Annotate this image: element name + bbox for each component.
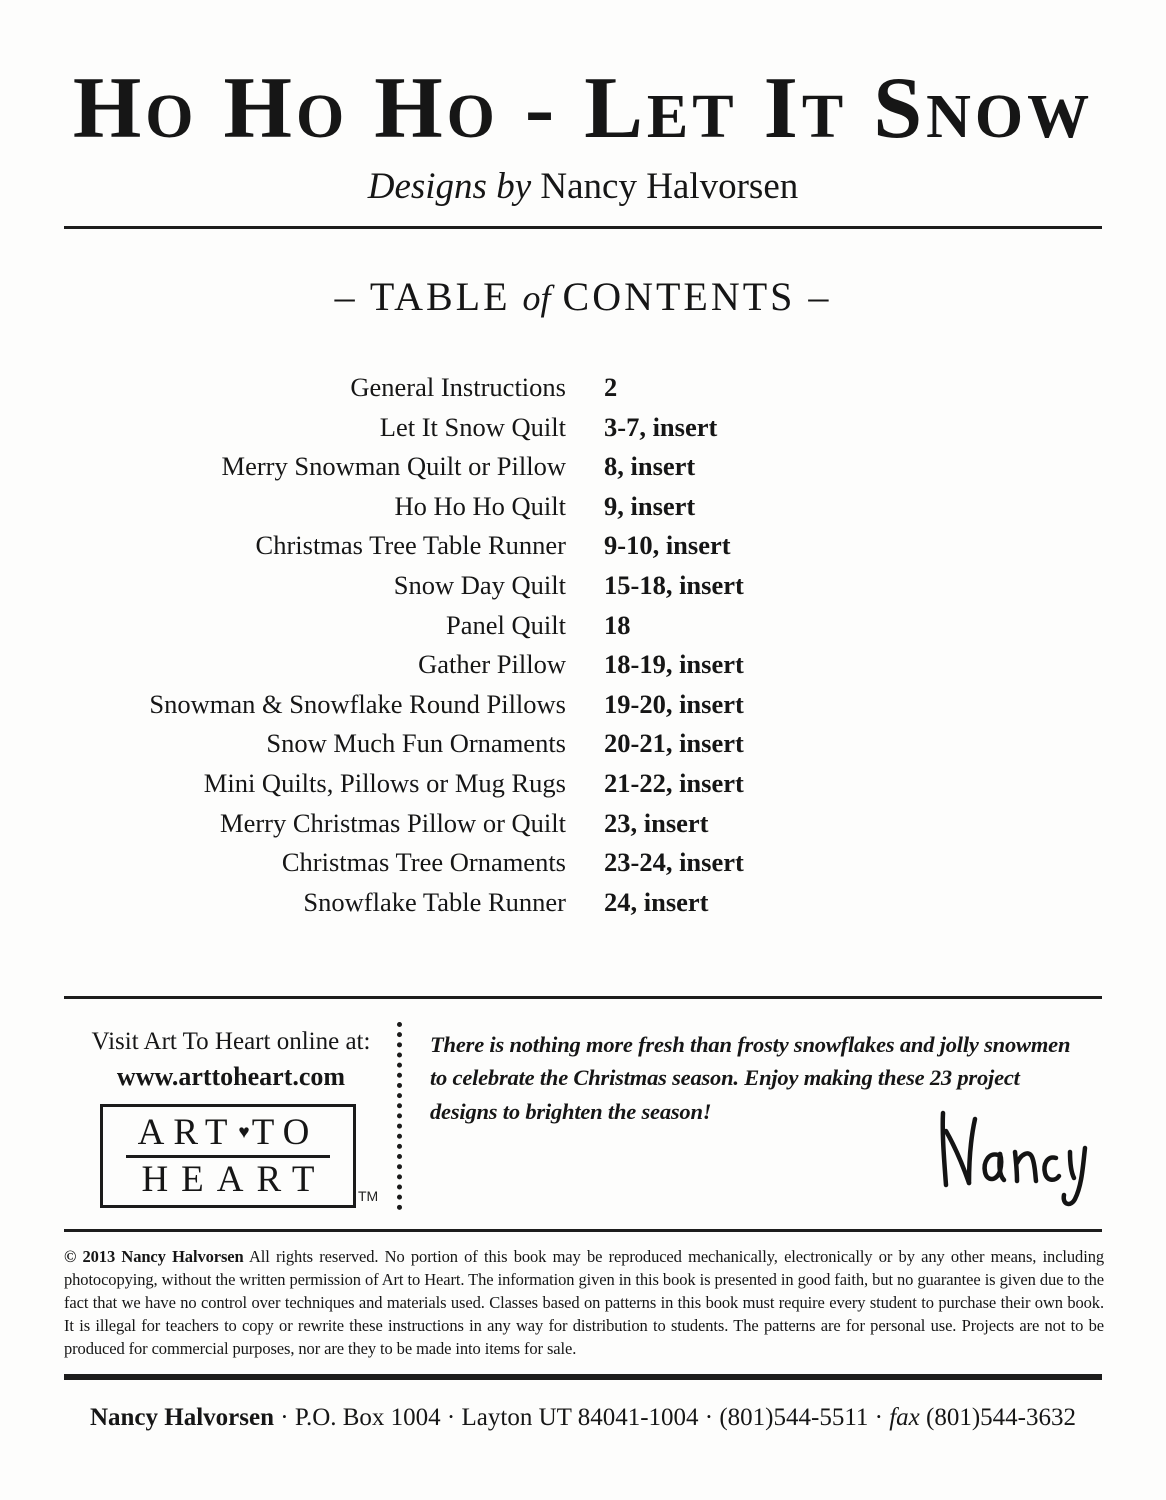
toc-entry-label: Ho Ho Ho Quilt <box>394 490 566 521</box>
logo-word-art: ART <box>137 1112 237 1154</box>
toc-entry-pages: 8, insert <box>604 451 696 482</box>
toc-entry <box>64 649 1102 689</box>
toc-entry-label: General Instructions <box>350 372 566 402</box>
blurb-line: designs to brighten the season! <box>430 1098 712 1124</box>
logo-word-to: TO <box>251 1112 319 1154</box>
toc-entry-label: Merry Christmas Pillow or Quilt <box>220 807 566 838</box>
toc-entry-pages: 19-20, insert <box>604 688 744 719</box>
heart-icon: ♥ <box>238 1122 250 1144</box>
toc-entry <box>64 570 1102 610</box>
toc-entry <box>64 689 1102 729</box>
toc-entry-pages: 20-21, insert <box>604 728 744 759</box>
nancy-signature <box>925 1092 1095 1214</box>
toc-entry-pages: 9-10, insert <box>604 530 731 561</box>
blurb-line: to celebrate the Christmas season. Enjoy making these 23 project <box>430 1065 1020 1091</box>
footer-divider <box>64 1374 1102 1380</box>
toc-heading-of: of <box>522 278 551 318</box>
toc-entry-label: Snowman & Snowflake Round Pillows <box>149 688 566 719</box>
contact-address: · P.O. Box 1004 · Layton UT 84041-1004 · (801)544-5511 · <box>274 1404 890 1431</box>
toc-entry-label: Snow Day Quilt <box>393 569 566 600</box>
toc-entry-label: Mini Quilts, Pillows or Mug Rugs <box>203 767 566 798</box>
toc-entry <box>64 610 1102 650</box>
logo-line-art-to <box>138 1114 319 1153</box>
copyright-text: All rights reserved. No portion of this book may be reproduced mechanically, electronically or by any other means, including photocopying, without the written permission of Art to Heart. The information given in this book is presented in good faith, but no guarantee is given due to the fact that we have no control over techniques and materials used. Classes based on patterns in this book must require every student to purchase their own book. It is illegal for teachers to copy or rewrite these instructions in any way for distribution to students. The patterns are for personal use. Projects are not to be produced for commercial purposes, nor are they to be made into items for sale. <box>64 1247 1104 1359</box>
toc-heading-right: CONTENTS – <box>562 274 832 319</box>
toc-entry-pages: 18-19, insert <box>604 649 744 680</box>
art-to-heart-logo <box>100 1104 356 1208</box>
toc-entry <box>64 808 1102 848</box>
toc-entry <box>64 491 1102 531</box>
dotted-vertical-separator <box>397 1022 402 1210</box>
legal-top-divider <box>64 1229 1102 1232</box>
toc-entry <box>64 728 1102 768</box>
toc-entry-pages: 23, insert <box>604 807 709 838</box>
toc-entry <box>64 412 1102 452</box>
toc-entry-pages: 23-24, insert <box>604 847 744 878</box>
toc-entry-label: Christmas Tree Ornaments <box>281 847 566 878</box>
toc-bottom-divider <box>64 996 1102 999</box>
toc-heading <box>0 273 1166 320</box>
subtitle-author-name: Nancy Halvorsen <box>540 166 799 207</box>
toc-entry-label: Snow Much Fun Ornaments <box>266 728 566 759</box>
trademark-symbol: TM <box>358 1188 379 1204</box>
subtitle-designs-by: Designs by <box>367 166 532 207</box>
toc-entry-label: Gather Pillow <box>418 649 566 680</box>
contact-line <box>0 1404 1166 1432</box>
copyright-paragraph <box>64 1245 1104 1360</box>
visit-online-text: Visit Art To Heart online at: <box>91 1028 371 1055</box>
blurb-line: There is nothing more fresh than frosty snowflakes and jolly snowmen <box>430 1032 1071 1057</box>
fax-number: (801)544-3632 <box>919 1404 1077 1431</box>
toc-entry-pages: 2 <box>604 372 618 402</box>
toc-entry-pages: 24, insert <box>604 886 709 917</box>
contact-name: Nancy Halvorsen <box>89 1404 274 1431</box>
page-subtitle <box>0 165 1166 208</box>
toc-entry-pages: 15-18, insert <box>604 569 744 600</box>
page-title: Ho Ho Ho - Let It Snow <box>72 60 1094 157</box>
toc-entry <box>64 530 1102 570</box>
toc-entry <box>64 847 1102 887</box>
logo-word-heart: HEART <box>141 1158 328 1200</box>
toc-entry-label: Panel Quilt <box>446 609 566 640</box>
logo-divider <box>126 1155 330 1158</box>
header-divider <box>64 226 1102 229</box>
toc-entry <box>64 372 1102 412</box>
toc-entry-pages: 3-7, insert <box>604 411 718 442</box>
toc-entry <box>64 768 1102 808</box>
website-url: www.arttoheart.com <box>116 1062 346 1091</box>
fax-label: fax <box>889 1404 920 1431</box>
toc-entry-label: Merry Snowman Quilt or Pillow <box>221 451 566 482</box>
toc-entry <box>64 887 1102 927</box>
copyright-holder: © 2013 Nancy Halvorsen <box>64 1247 244 1266</box>
toc-entry <box>64 451 1102 491</box>
toc-entry-pages: 21-22, insert <box>604 767 744 798</box>
toc-list <box>64 372 1102 926</box>
toc-entry-label: Snowflake Table Runner <box>303 886 566 917</box>
toc-entry-pages: 18 <box>604 609 631 640</box>
toc-entry-pages: 9, insert <box>604 490 696 521</box>
toc-heading-left: – TABLE <box>334 274 511 319</box>
toc-entry-label: Christmas Tree Table Runner <box>255 530 566 561</box>
toc-entry-label: Let It Snow Quilt <box>379 411 566 442</box>
